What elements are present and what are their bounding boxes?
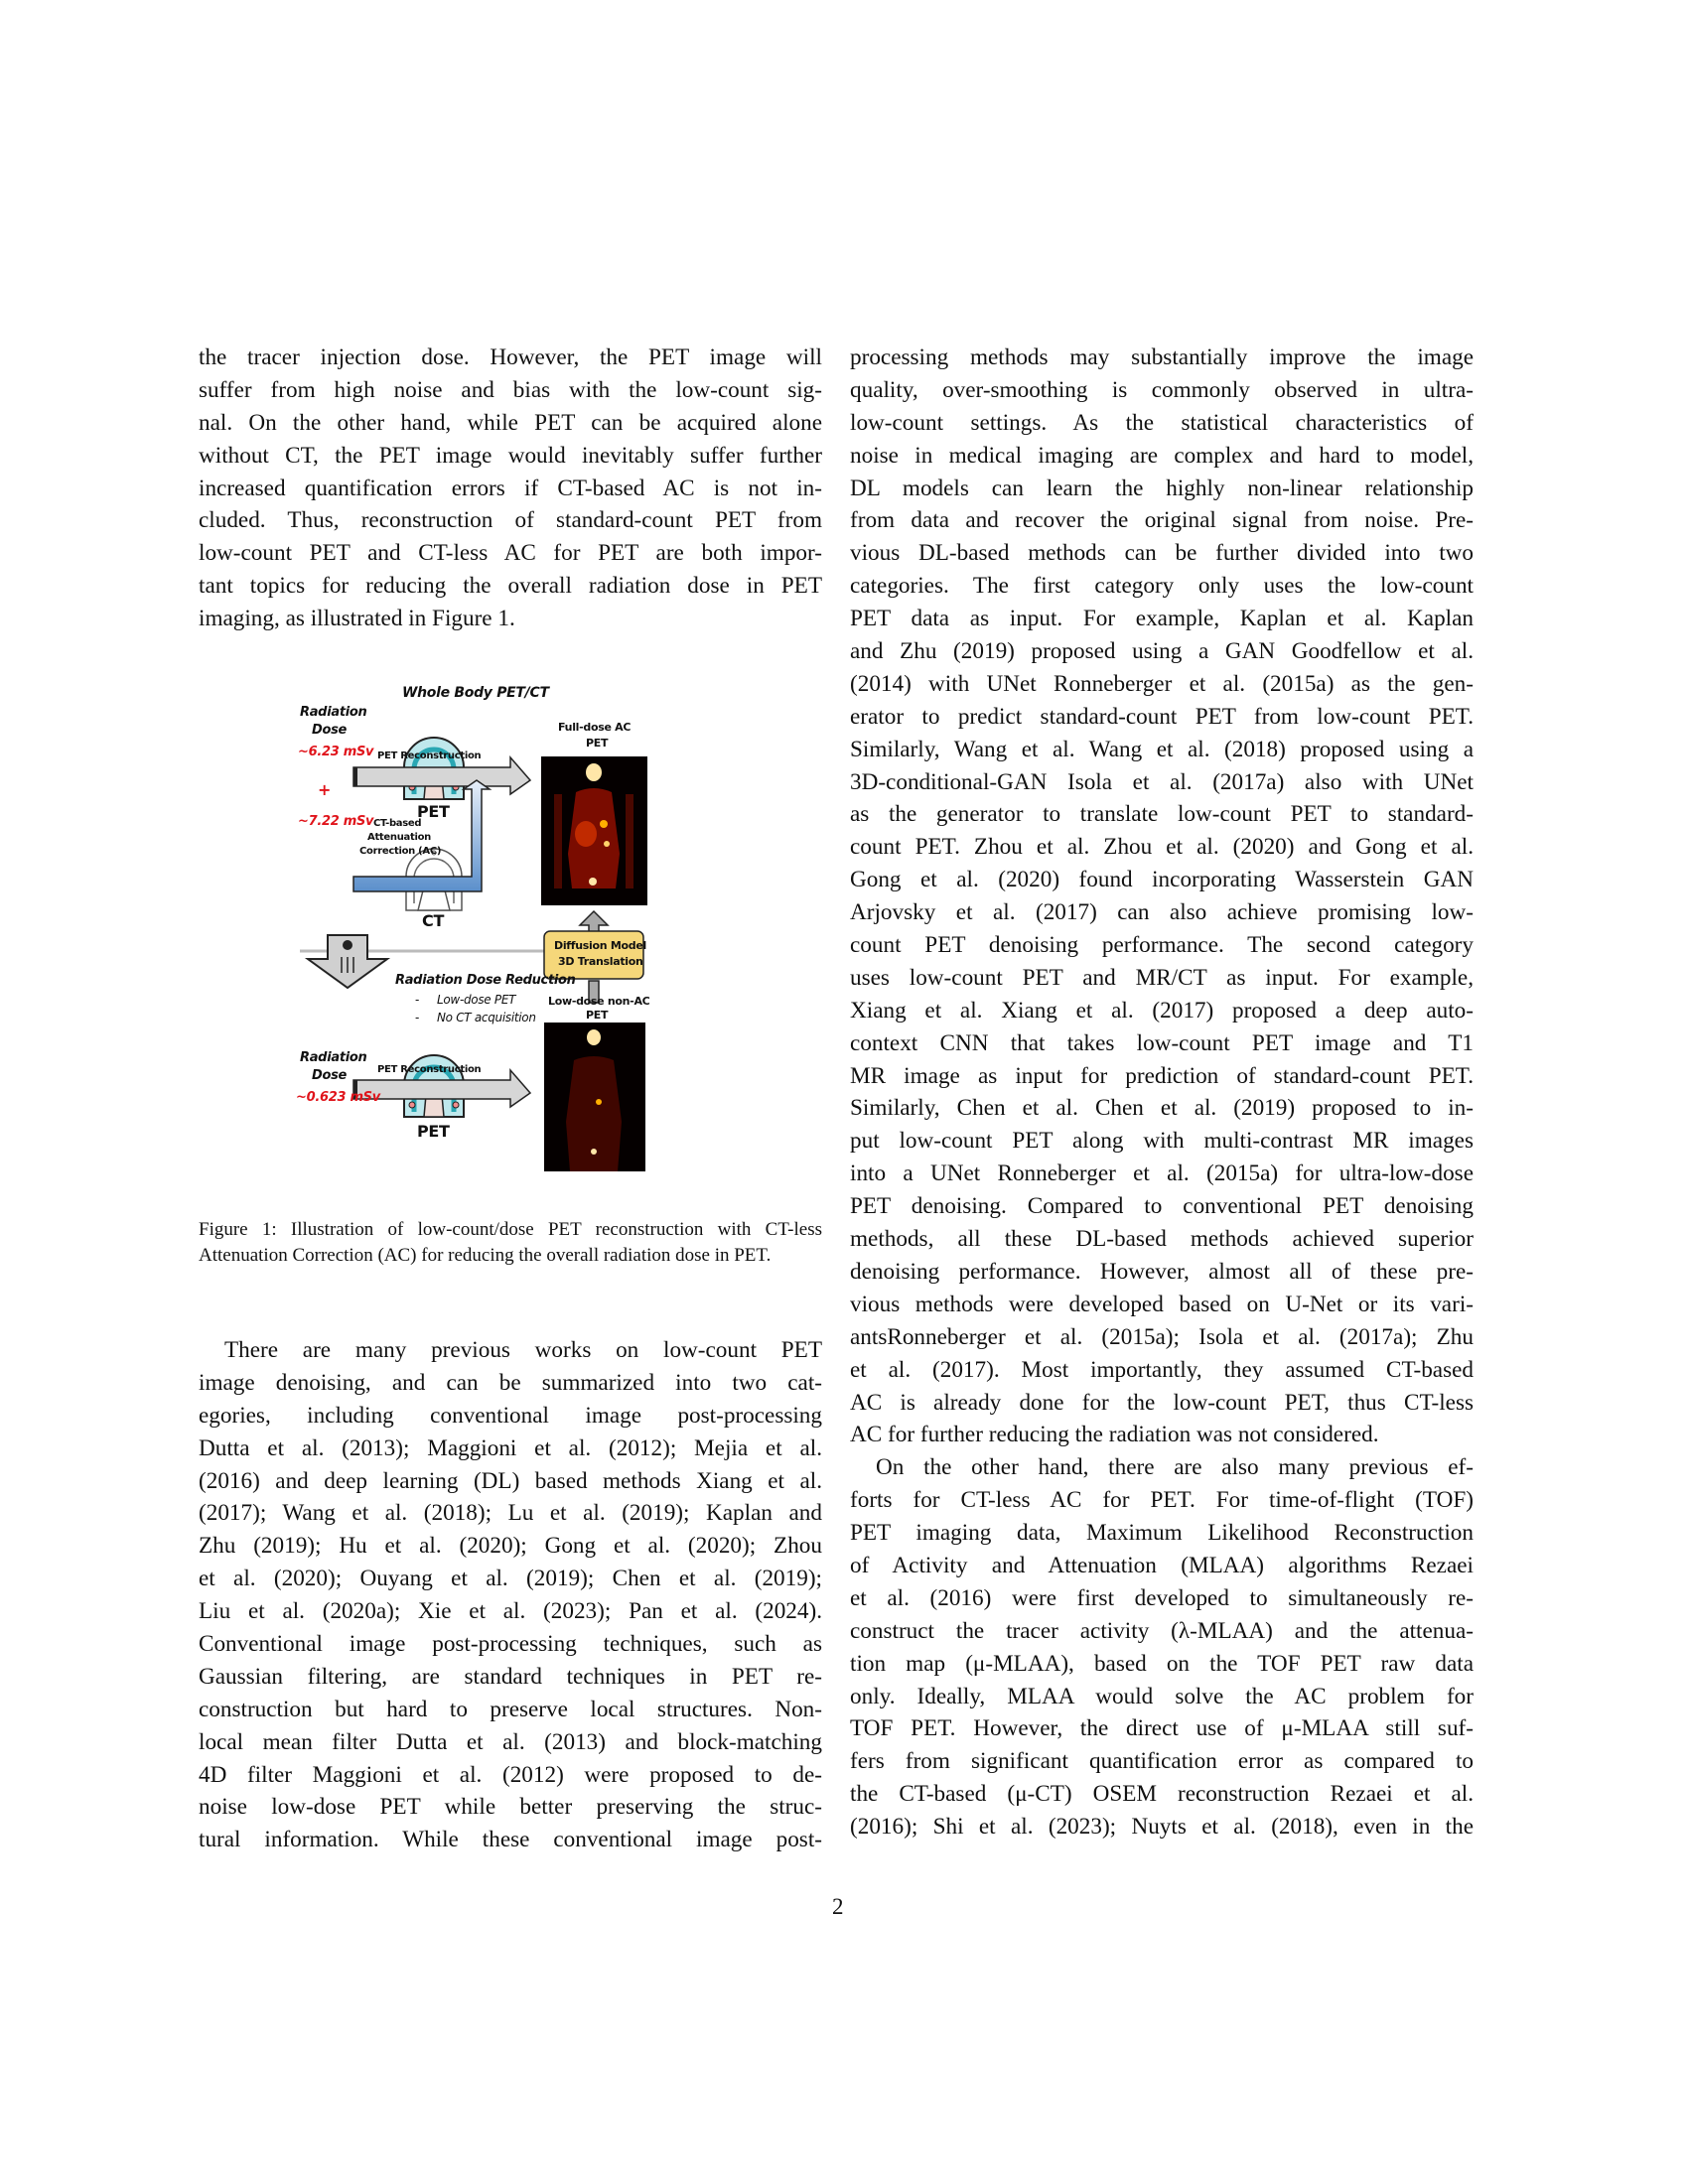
text-line: Liu et al. (2020a); Xie et al. (2023); Pan et al. (2024). <box>199 1598 822 1625</box>
page-number: 2 <box>832 1894 844 1919</box>
text-line: et al. (2017). Most importantly, they assumed CT-based <box>850 1356 1474 1383</box>
text-line: forts for CT-less AC for PET. For time-of-flight (TOF) <box>850 1487 1474 1514</box>
text-line: Conventional image post-processing techniques, such as <box>199 1631 822 1658</box>
text-line: TOF PET. However, the direct use of μ-MLAA still suf- <box>850 1715 1474 1742</box>
low-dose-label-pet: PET <box>586 1009 609 1022</box>
text-line: PET denoising. Compared to conventional PET denoising <box>850 1193 1474 1220</box>
low-dose-non-ac-pet-image <box>544 1023 645 1171</box>
text-line: (2016); Shi et al. (2023); Nuyts et al. (2018), even in the <box>850 1814 1474 1841</box>
text-line: imaging, as illustrated in Figure 1. <box>199 606 515 632</box>
text-line: fers from significant quantification error as compared to <box>850 1748 1474 1775</box>
reduction-item-no-ct: No CT acquisition <box>437 1011 536 1024</box>
radiation-label-bottom: Radiation <box>300 1050 367 1065</box>
ct-label: CT <box>422 911 445 930</box>
text-line: the tracer injection dose. However, the PET image will <box>199 344 822 370</box>
text-line: suffer from high noise and bias with the low-count sig- <box>199 376 822 403</box>
ac-label-3: Correction (AC) <box>359 846 442 857</box>
text-line: of Activity and Attenuation (MLAA) algorithms Rezaei <box>850 1552 1474 1578</box>
text-line: 4D filter Maggioni et al. (2012) were proposed to de- <box>199 1761 822 1788</box>
low-dose-label: Low-dose non-AC <box>548 995 650 1008</box>
text-line: PET data as input. For example, Kaplan et al. Kaplan <box>850 606 1474 632</box>
text-line: categories. The first category only uses the low-count <box>850 573 1474 600</box>
right-column <box>850 341 1474 1843</box>
reduction-dash-2: - <box>415 1011 420 1024</box>
text-line: antsRonneberger et al. (2015a); Isola et al. (2017a); Zhu <box>850 1323 1474 1350</box>
text-line: et al. (2016) were first developed to simultaneously re- <box>850 1584 1474 1611</box>
text-line: (2017); Wang et al. (2018); Lu et al. (2019); Kaplan and <box>199 1500 822 1527</box>
pet-reconstruction-label: PET Reconstruction <box>377 751 482 761</box>
text-line: There are many previous works on low-count PET <box>224 1337 822 1363</box>
text-line: Arjovsky et al. (2017) can also achieve promising low- <box>850 899 1474 926</box>
text-line: DL models can learn the highly non-linear relationship <box>850 475 1474 501</box>
text-line: low-count PET and CT-less AC for PET are both impor- <box>199 540 822 567</box>
ac-label-2: Attenuation <box>367 832 431 843</box>
text-line: et al. (2020); Ouyang et al. (2019); Chen et al. (2019); <box>199 1566 822 1592</box>
figure-caption <box>199 1217 822 1269</box>
model-box-line1: Diffusion Model <box>554 939 646 952</box>
text-line: AC for further reducing the radiation was not considered. <box>850 1422 1379 1448</box>
text-line: only. Ideally, MLAA would solve the AC problem for <box>850 1683 1474 1709</box>
reduction-item-low-dose: Low-dose PET <box>437 993 516 1007</box>
text-line: cluded. Thus, reconstruction of standard-count PET from <box>199 507 822 534</box>
text-line: denoising performance. However, almost all of these pre- <box>850 1258 1474 1285</box>
low-dose-value: ~0.623 mSv <box>296 1090 380 1105</box>
text-line: methods, all these DL-based methods achieved superior <box>850 1226 1474 1253</box>
text-line: On the other hand, there are also many previous ef- <box>876 1454 1474 1481</box>
pet-reconstruction-label-bottom: PET Reconstruction <box>377 1064 482 1075</box>
text-line: vious DL-based methods can be further divided into two <box>850 540 1474 567</box>
text-line: nal. On the other hand, while PET can be acquired alone <box>199 409 822 436</box>
text-line: Dutta et al. (2013); Maggioni et al. (2012); Mejia et al. <box>199 1434 822 1461</box>
text-line: low-count settings. As the statistical characteristics of <box>850 409 1474 436</box>
text-line: construct the tracer activity (λ-MLAA) and the attenua- <box>850 1617 1474 1644</box>
text-line: 3D-conditional-GAN Isola et al. (2017a) also with UNet <box>850 768 1474 795</box>
text-line: and Zhu (2019) proposed using a GAN Goodfellow et al. <box>850 638 1474 665</box>
pet-label-bottom: PET <box>417 1122 450 1141</box>
dose-label-bottom: Dose <box>312 1068 348 1083</box>
text-line: Similarly, Wang et al. Wang et al. (2018) proposed using a <box>850 736 1474 762</box>
text-line: AC is already done for the low-count PET, thus CT-less <box>850 1389 1474 1416</box>
figure-1 <box>288 685 745 1171</box>
text-line: Zhu (2019); Hu et al. (2020); Gong et al. (2020); Zhou <box>199 1533 822 1560</box>
text-line: uses low-count PET and MR/CT as input. For example, <box>850 964 1474 991</box>
text-line: noise in medical imaging are complex and hard to model, <box>850 442 1474 469</box>
text-line: erator to predict standard-count PET from low-count PET. <box>850 703 1474 730</box>
text-line: without CT, the PET image would inevitably suffer further <box>199 442 822 469</box>
caption-text: Figure 1: Illustration of low-count/dose PET reconstruction with CT-less Attenuation Correction (AC) for reducing the overall radiation dose in PET. <box>199 1219 822 1266</box>
text-line: Xiang et al. Xiang et al. (2017) proposed a deep auto- <box>850 997 1474 1024</box>
full-dose-ac-pet-image <box>541 756 647 905</box>
radiation-reduction-down-arrow-icon <box>308 935 387 988</box>
full-dose-label-pet: PET <box>586 737 609 750</box>
text-line: Gaussian filtering, are standard techniques in PET re- <box>199 1663 822 1690</box>
text-line: increased quantification errors if CT-based AC is not in- <box>199 475 822 501</box>
pet-label: PET <box>417 802 450 821</box>
text-line: MR image as input for prediction of standard-count PET. <box>850 1062 1474 1089</box>
pet-dose-value: ~6.23 mSv <box>298 745 374 759</box>
text-line: quality, over-smoothing is commonly observed in ultra- <box>850 376 1474 403</box>
radiation-label: Radiation <box>300 705 367 720</box>
text-line: vious methods were developed based on U-Net or its vari- <box>850 1291 1474 1317</box>
text-line: processing methods may substantially improve the image <box>850 344 1474 370</box>
text-line: PET imaging data, Maximum Likelihood Reconstruction <box>850 1520 1474 1547</box>
text-line: context CNN that takes low-count PET image and T1 <box>850 1029 1474 1056</box>
left-column-related-work-paragraph <box>199 1334 822 1856</box>
text-line: (2014) with UNet Ronneberger et al. (2015a) as the gen- <box>850 670 1474 697</box>
text-line: tion map (μ-MLAA), based on the TOF PET raw data <box>850 1650 1474 1677</box>
text-line: (2016) and deep learning (DL) based methods Xiang et al. <box>199 1467 822 1494</box>
text-line: egories, including conventional image post-processing <box>199 1402 822 1429</box>
text-line: the CT-based (μ-CT) OSEM reconstruction Rezaei et al. <box>850 1781 1474 1808</box>
text-line: image denoising, and can be summarized into two cat- <box>199 1369 822 1396</box>
text-line: from data and recover the original signal from noise. Pre- <box>850 507 1474 534</box>
text-line: as the generator to translate low-count PET to standard- <box>850 801 1474 828</box>
ac-label-1: CT-based <box>373 818 422 829</box>
figure-title: Whole Body PET/CT <box>402 685 549 701</box>
plus-sign: + <box>318 780 332 799</box>
full-dose-label: Full-dose AC <box>558 721 632 734</box>
text-line: into a UNet Ronneberger et al. (2015a) for ultra-low-dose <box>850 1160 1474 1187</box>
dose-label: Dose <box>312 723 348 738</box>
text-line: noise low-dose PET while better preserving the struc- <box>199 1794 822 1821</box>
left-column-intro-paragraph <box>199 341 822 635</box>
text-line: construction but hard to preserve local structures. Non- <box>199 1696 822 1722</box>
text-line: Gong et al. (2020) found incorporating Wasserstein GAN <box>850 867 1474 893</box>
text-line: put low-count PET along with multi-contrast MR images <box>850 1128 1474 1155</box>
text-line: Similarly, Chen et al. Chen et al. (2019) proposed to in- <box>850 1095 1474 1122</box>
reduction-title: Radiation Dose Reduction <box>395 973 576 988</box>
text-line: tant topics for reducing the overall radiation dose in PET <box>199 573 822 600</box>
reduction-dash-1: - <box>415 993 420 1007</box>
text-line: count PET. Zhou et al. Zhou et al. (2020) and Gong et al. <box>850 834 1474 861</box>
model-box-line2: 3D Translation <box>558 955 643 968</box>
text-line: local mean filter Dutta et al. (2013) and block-matching <box>199 1728 822 1755</box>
ct-dose-value: ~7.22 mSv <box>298 814 374 829</box>
text-line: count PET denoising performance. The second category <box>850 932 1474 959</box>
text-line: tural information. While these conventional image post- <box>199 1827 822 1853</box>
